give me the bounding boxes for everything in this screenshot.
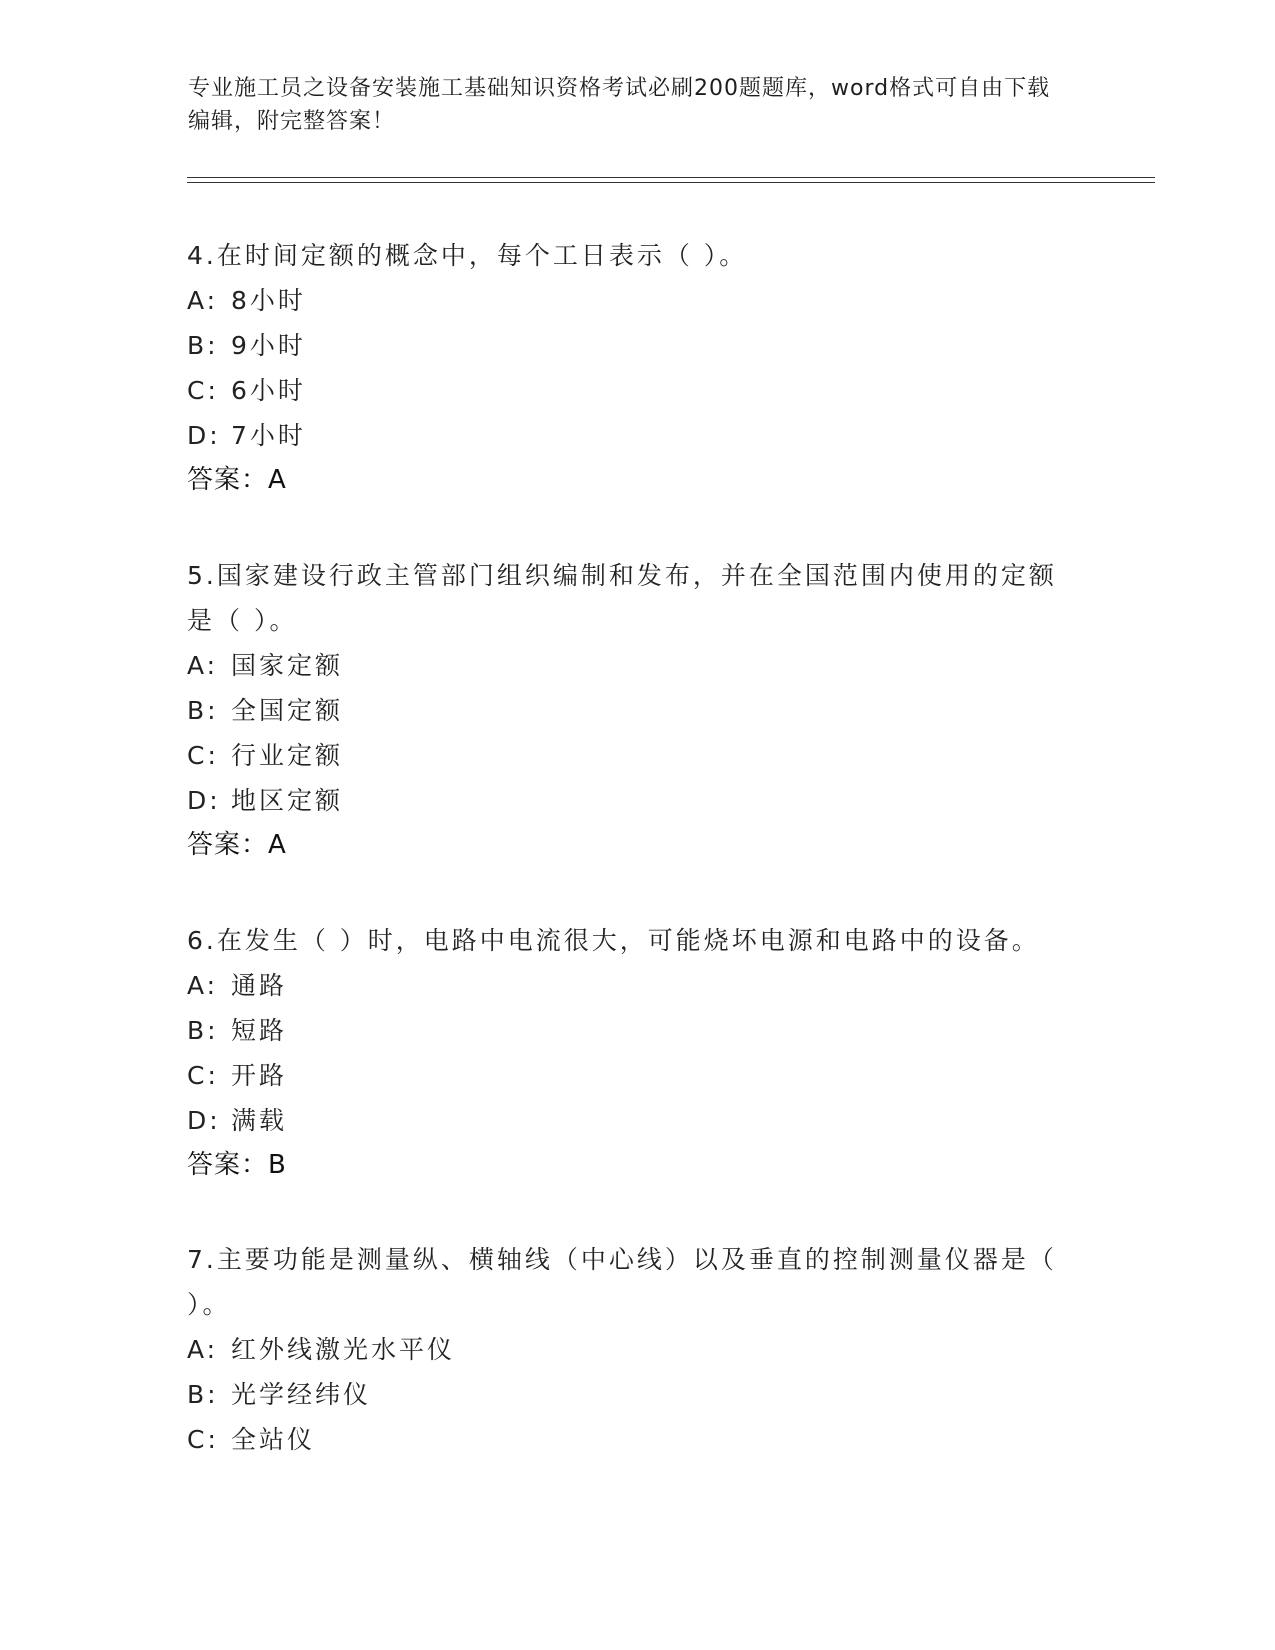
option-text: 全国定额 xyxy=(231,696,344,725)
option-text: 开路 xyxy=(231,1061,288,1090)
option-letter: B: xyxy=(187,696,219,725)
question-6 xyxy=(187,918,1067,1188)
option-letter: B: xyxy=(187,1016,219,1045)
question-stem: 4.在时间定额的概念中，每个工日表示（ ）。 xyxy=(187,241,748,270)
option-text: 行业定额 xyxy=(231,741,344,770)
option-letter: A: xyxy=(187,1335,219,1364)
option-b xyxy=(187,1008,1067,1053)
answer: 答案：A xyxy=(187,465,287,495)
question-stem: 6.在发生（ ）时，电路中电流很大，可能烧坏电源和电路中的设备。 xyxy=(187,926,1040,955)
option-c xyxy=(187,1417,1067,1462)
question-5 xyxy=(187,553,1067,868)
answer: 答案：B xyxy=(187,1150,287,1180)
option-letter: C: xyxy=(187,741,219,770)
option-text: 国家定额 xyxy=(231,651,344,680)
question-7 xyxy=(187,1237,1067,1462)
option-a xyxy=(187,278,1067,323)
option-text: 通路 xyxy=(231,971,288,1000)
option-c xyxy=(187,733,1067,778)
option-a xyxy=(187,963,1067,1008)
option-b xyxy=(187,1372,1067,1417)
question-stem: 7.主要功能是测量纵、横轴线（中心线）以及垂直的控制测量仪器是（ ）。 xyxy=(187,1245,1057,1319)
option-text: 红外线激光水平仪 xyxy=(231,1335,456,1364)
option-text: 9小时 xyxy=(231,331,306,360)
question-4 xyxy=(187,233,1067,503)
option-letter: A: xyxy=(187,651,219,680)
header-divider-top xyxy=(187,177,1155,178)
option-text: 7小时 xyxy=(231,421,306,450)
question-stem: 5.国家建设行政主管部门组织编制和发布，并在全国范围内使用的定额是（ ）。 xyxy=(187,561,1057,635)
option-letter: C: xyxy=(187,376,219,405)
option-text: 8小时 xyxy=(231,286,306,315)
option-letter: C: xyxy=(187,1425,219,1454)
option-text: 全站仪 xyxy=(231,1425,316,1454)
option-letter: A: xyxy=(187,286,219,315)
option-c xyxy=(187,368,1067,413)
answer: 答案：A xyxy=(187,830,287,860)
option-d xyxy=(187,778,1067,823)
option-b xyxy=(187,323,1067,368)
option-text: 光学经纬仪 xyxy=(231,1380,372,1409)
option-letter: B: xyxy=(187,331,219,360)
option-letter: C: xyxy=(187,1061,219,1090)
option-letter: A: xyxy=(187,971,219,1000)
option-letter: D: xyxy=(187,786,221,815)
option-c xyxy=(187,1053,1067,1098)
option-letter: D: xyxy=(187,1106,221,1135)
document-header: 专业施工员之设备安装施工基础知识资格考试必刷200题题库，word格式可自由下载编辑，附完整答案！ xyxy=(188,76,1051,134)
option-letter: D: xyxy=(187,421,221,450)
option-text: 满载 xyxy=(231,1106,288,1135)
option-text: 地区定额 xyxy=(231,786,344,815)
option-a xyxy=(187,643,1067,688)
option-a xyxy=(187,1327,1067,1372)
option-d xyxy=(187,413,1067,458)
header-divider-bottom xyxy=(187,182,1155,183)
option-b xyxy=(187,688,1067,733)
option-d xyxy=(187,1098,1067,1143)
option-text: 6小时 xyxy=(231,376,306,405)
option-letter: B: xyxy=(187,1380,219,1409)
option-text: 短路 xyxy=(231,1016,288,1045)
